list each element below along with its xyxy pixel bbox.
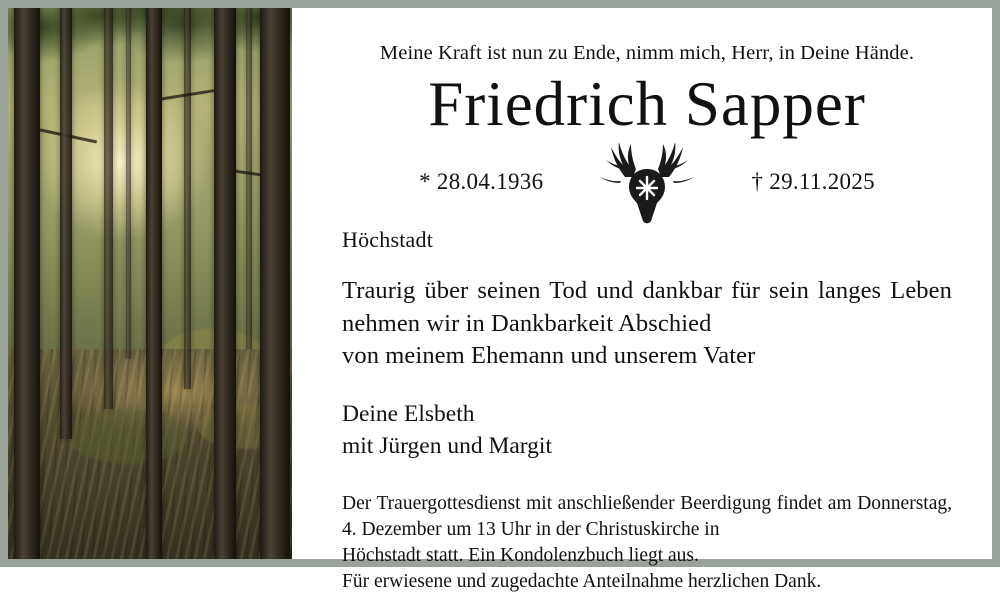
tree-trunk <box>104 8 113 409</box>
place-name: Höchstadt <box>342 227 434 253</box>
dates-row <box>342 139 952 225</box>
service-line-3: Höchstadt statt. Ein Kondolenzbuch liegt aus. <box>342 544 699 566</box>
family-line-1: Deine Elsbeth <box>342 400 475 427</box>
service-line-2: Donnerstag, 4. Dezember um 13 Uhr in der Christuskirche in <box>342 492 952 540</box>
tribute-line-2: langes Leben nehmen wir in Dankbarkeit Abschied <box>342 277 952 337</box>
tribute-line-1: Traurig über seinen Tod und dankbar für sein <box>342 277 809 305</box>
antlers-with-cross-icon <box>595 137 699 227</box>
notice-text-column <box>292 8 992 592</box>
birth-date: * 28.04.1936 <box>419 169 544 195</box>
thanks-text: Für erwiesene und zugedachte Anteilnahme herzlichen Dank. <box>342 570 822 592</box>
service-details <box>342 491 952 569</box>
forest-shrub <box>68 409 188 464</box>
tree-trunk <box>214 8 236 559</box>
family-line-2: mit Jürgen und Margit <box>342 432 552 459</box>
family-names <box>342 399 952 463</box>
tree-trunk <box>246 8 252 349</box>
deceased-name: Friedrich Sapper <box>428 69 866 139</box>
death-date: † 29.11.2025 <box>751 169 875 195</box>
tree-trunk <box>14 8 40 559</box>
tribute-line-3: von meinem Ehemann und unserem Vater <box>342 342 756 370</box>
tree-trunk <box>260 8 290 559</box>
tribute-text <box>342 275 952 373</box>
service-line-1: Der Trauergottesdienst mit anschließender Beerdigung findet am <box>342 492 852 514</box>
tree-trunk <box>126 8 131 359</box>
tree-trunk <box>184 8 191 389</box>
motto-text: Meine Kraft ist nun zu Ende, nimm mich, Herr, in Deine Hände. <box>379 42 915 64</box>
tree-trunk <box>146 8 162 559</box>
forest-photo <box>8 8 292 559</box>
tree-trunk <box>60 8 72 439</box>
